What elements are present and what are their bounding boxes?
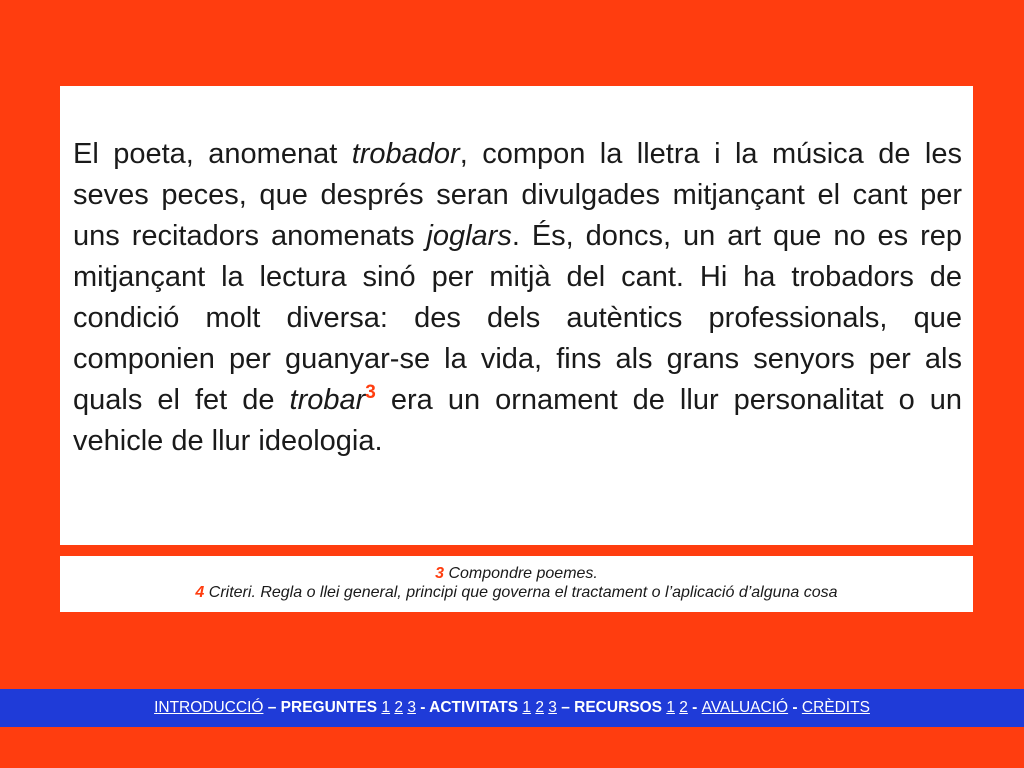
main-text-part-1: El poeta, anomenat [73, 138, 352, 170]
term-joglars: joglars [426, 220, 512, 252]
nav-label-recursos: – RECURSOS [556, 699, 667, 716]
nav-link-preguntes-2[interactable]: 2 [394, 699, 403, 716]
nav-link-avaluacio[interactable]: AVALUACIÓ [701, 699, 789, 716]
term-trobar: trobar [289, 384, 366, 416]
footnote-text: Criteri. Regla o llei general, principi que governa el tractament o l’aplicació d’alguna cosa [204, 584, 838, 601]
nav-link-preguntes-1[interactable]: 1 [381, 699, 391, 716]
nav-link-activitats-3[interactable]: 3 [548, 699, 557, 716]
nav-link-preguntes-3[interactable]: 3 [407, 699, 416, 716]
nav-link-recursos-2[interactable]: 2 [679, 699, 688, 716]
nav-link-credits[interactable]: CRÈDITS [801, 699, 870, 716]
footnote-text: Compondre poemes. [444, 565, 598, 582]
footnote-ref-3: 3 [365, 382, 376, 403]
main-text-part-2: , compon la lletra i la música de les seves peces, que després seran divulgades mitjançant el cant per uns recitadors anomenats [73, 138, 962, 252]
navigation-bar [0, 689, 1024, 727]
nav-separator: - [687, 699, 702, 716]
footnote-4 [60, 583, 973, 602]
nav-separator: - [788, 699, 802, 716]
main-text-part-3: . És, doncs, un art que no es rep mitjançant la lectura sinó per mitjà del cant. Hi ha trobadors de condició molt diversa: des dels autèntics professionals, que componien per guanyar-se la vida, fins als grans senyors per als quals el fet de [73, 220, 963, 416]
nav-label-activitats: - ACTIVITATS [415, 699, 523, 716]
main-paragraph [73, 134, 962, 462]
footnote-number: 4 [195, 584, 205, 601]
nav-link-activitats-2[interactable]: 2 [535, 699, 544, 716]
footnote-3 [60, 564, 973, 583]
main-text-panel [60, 86, 973, 545]
main-text-part-4: era un ornament de llur personalitat o un vehicle de llur ideologia. [73, 384, 962, 457]
nav-link-activitats-1[interactable]: 1 [522, 699, 532, 716]
nav-link-introduccio[interactable]: INTRODUCCIÓ [154, 699, 264, 716]
nav-link-recursos-1[interactable]: 1 [666, 699, 675, 716]
footnotes-panel [60, 556, 973, 612]
nav-label-preguntes: – PREGUNTES [263, 699, 382, 716]
term-trobador: trobador [351, 138, 460, 170]
footnote-number: 3 [435, 565, 445, 582]
